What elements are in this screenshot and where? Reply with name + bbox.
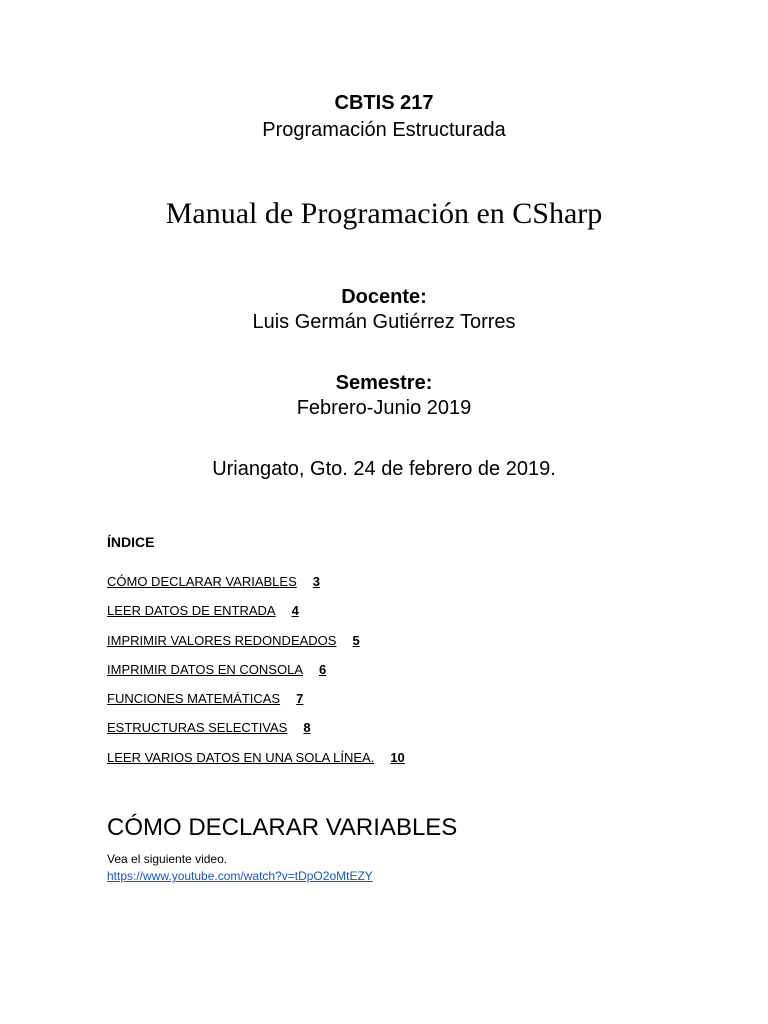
toc-link[interactable]: CÓMO DECLARAR VARIABLES — [107, 574, 297, 589]
toc-link[interactable]: ESTRUCTURAS SELECTIVAS — [107, 720, 288, 736]
semestre-label: Semestre: — [335, 372, 433, 394]
toc-item — [107, 603, 405, 632]
toc-link[interactable]: LEER DATOS DE ENTRADA — [107, 603, 276, 619]
toc-page-number[interactable]: 3 — [312, 574, 320, 589]
toc-item — [107, 691, 405, 720]
toc-link[interactable]: FUNCIONES MATEMÁTICAS — [107, 691, 281, 707]
toc-item — [107, 750, 405, 779]
school-name: CBTIS 217 — [334, 92, 434, 114]
toc-page-number[interactable]: 6 — [319, 661, 327, 677]
toc-item — [107, 574, 405, 603]
indice-title: ÍNDICE — [107, 534, 155, 550]
section-heading: CÓMO DECLARAR VARIABLES — [107, 814, 458, 841]
semestre-value: Febrero-Junio 2019 — [296, 397, 472, 419]
toc-link[interactable]: IMPRIMIR VALORES REDONDEADOS — [107, 632, 337, 648]
toc-page-number[interactable]: 10 — [390, 749, 405, 765]
toc-page-number[interactable]: 7 — [296, 691, 304, 707]
toc-item — [107, 633, 405, 662]
section-intro-text: Vea el siguiente video. — [107, 852, 228, 866]
toc-page-number[interactable]: 8 — [303, 720, 311, 736]
docente-name: Luis Germán Gutiérrez Torres — [252, 311, 516, 333]
toc-link[interactable]: LEER VARIOS DATOS EN UNA SOLA LÍNEA. — [107, 749, 375, 765]
toc-item — [107, 720, 405, 749]
toc-page-number[interactable]: 4 — [291, 603, 299, 619]
toc-link[interactable]: IMPRIMIR DATOS EN CONSOLA — [107, 661, 303, 677]
manual-title: Manual de Programación en CSharp — [165, 197, 603, 230]
place-date: Uriangato, Gto. 24 de febrero de 2019. — [212, 458, 556, 480]
toc-page-number[interactable]: 5 — [352, 632, 360, 648]
subject-name: Programación Estructurada — [262, 119, 506, 141]
docente-label: Docente: — [341, 286, 427, 308]
toc-item — [107, 662, 405, 691]
table-of-contents — [107, 574, 405, 779]
video-link[interactable]: https://www.youtube.com/watch?v=tDpO2oMtEZY — [107, 869, 373, 883]
